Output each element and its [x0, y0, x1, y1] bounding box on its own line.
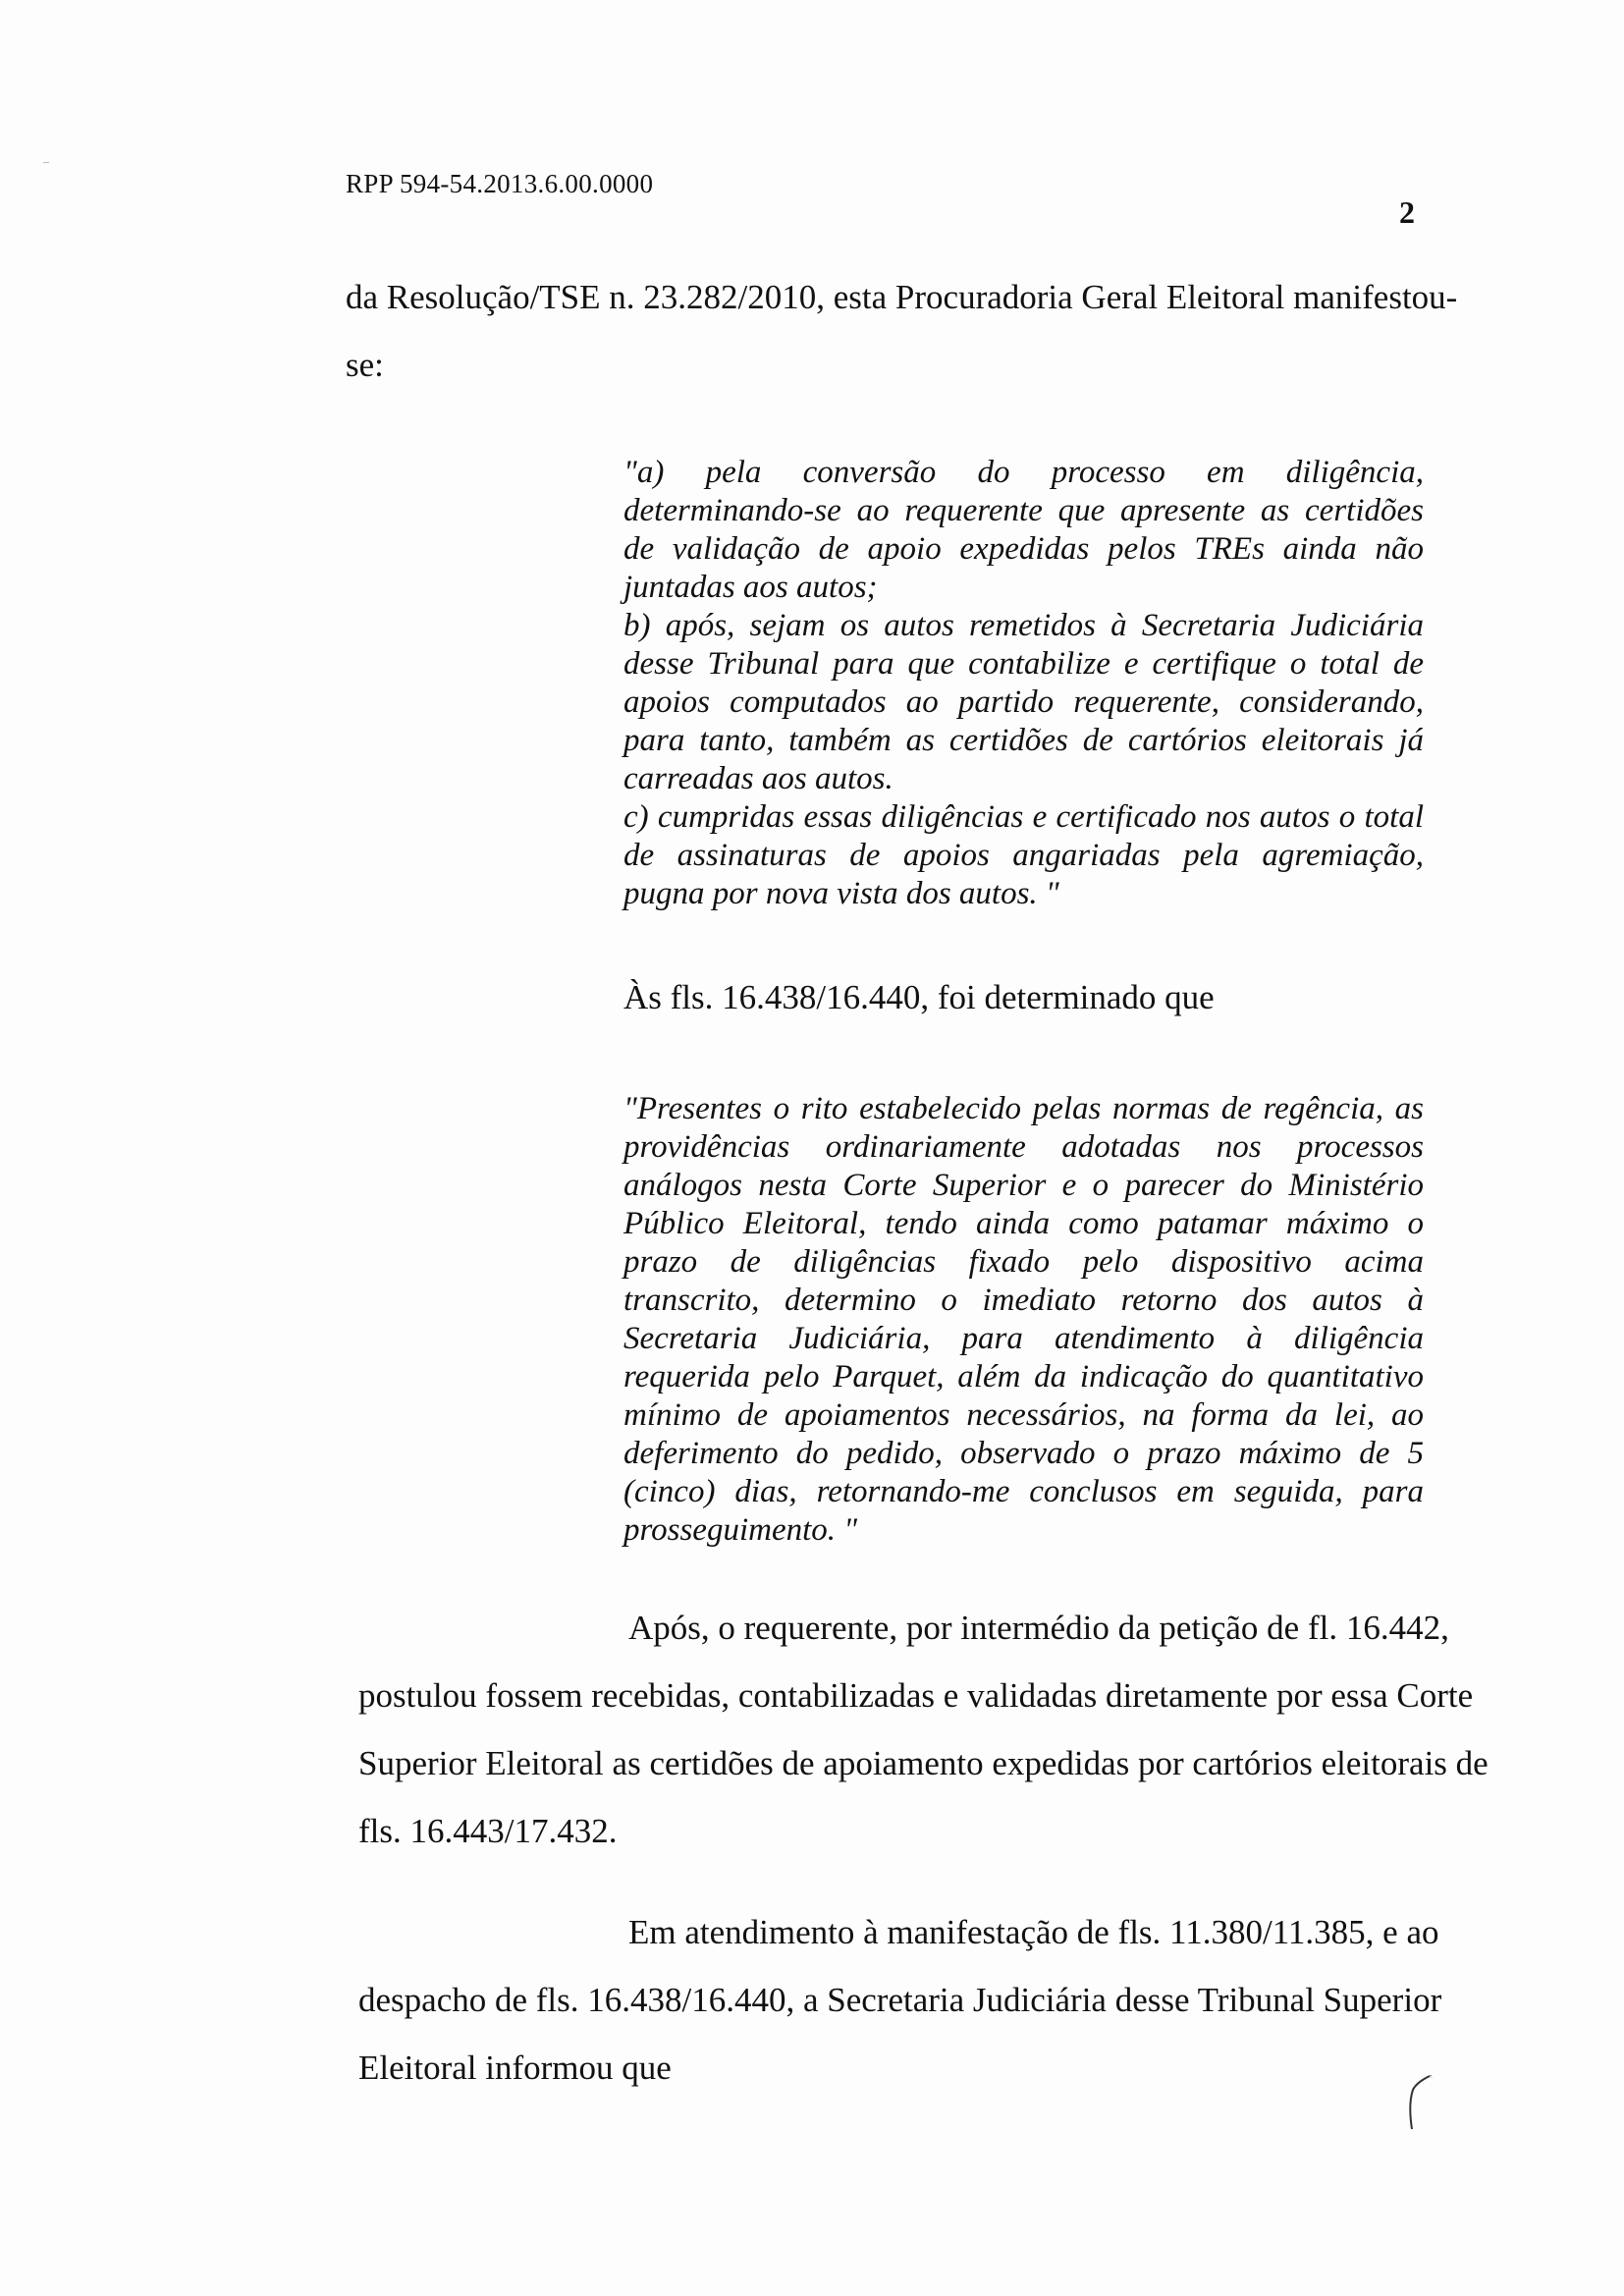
quote-line: providências ordinariamente adotadas nos processos — [623, 1129, 1424, 1165]
quote-line: determinando-se ao requerente que apresente as certidões — [623, 493, 1424, 528]
quote-line: transcrito, determino o imediato retorno dos autos à — [623, 1283, 1424, 1318]
quote-line: Público Eleitoral, tendo ainda como patamar máximo o — [623, 1206, 1424, 1241]
quote-line: "Presentes o rito estabelecido pelas normas de regência, as — [623, 1091, 1424, 1126]
quote-line: requerida pelo Parquet, além da indicação do quantitativo — [623, 1359, 1424, 1394]
intro-paragraph — [346, 278, 1458, 384]
handwritten-initial-mark — [1404, 2072, 1434, 2131]
text-line: da Resolução/TSE n. 23.282/2010, esta Procuradoria Geral Eleitoral manifestou- — [346, 278, 1458, 316]
quote-line: prazo de diligências fixado pelo dispositivo acima — [623, 1244, 1424, 1280]
text-line: Superior Eleitoral as certidões de apoiamento expedidas por cartórios eleitorais de — [358, 1744, 1489, 1782]
text-line: se: — [346, 346, 384, 384]
quote-line: Secretaria Judiciária, para atendimento à diligência — [623, 1321, 1424, 1356]
quote-line: c) cumpridas essas diligências e certificado nos autos o total — [623, 799, 1424, 835]
quote-block-pgr — [623, 454, 1424, 913]
text-line: fls. 16.443/17.432. — [358, 1812, 618, 1850]
text-line: Eleitoral informou que — [358, 2049, 672, 2087]
quote-line: análogos nesta Corte Superior e o parecer do Ministério — [623, 1168, 1424, 1203]
quote-line: pugna por nova vista dos autos. " — [623, 876, 1059, 911]
quote-block-decision — [623, 1090, 1424, 1550]
text-line: Após, o requerente, por intermédio da petição de fl. 16.442, — [628, 1609, 1449, 1647]
quote-line: de validação de apoio expedidas pelos TREs ainda não — [623, 531, 1424, 567]
quote-line: carreadas aos autos. — [623, 761, 893, 796]
quote-line: apoios computados ao partido requerente, considerando, — [623, 684, 1424, 720]
text-line: postulou fossem recebidas, contabilizadas e validadas diretamente por essa Corte — [358, 1676, 1474, 1715]
text-line: despacho de fls. 16.438/16.440, a Secretaria Judiciária desse Tribunal Superior — [358, 1981, 1442, 2019]
quote-line: de assinaturas de apoios angariadas pela agremiação, — [623, 838, 1424, 873]
determination-paragraph — [623, 980, 1424, 1014]
quote-line: para tanto, também as certidões de cartórios eleitorais já — [623, 723, 1424, 758]
text-line: Em atendimento à manifestação de fls. 11.380/11.385, e ao — [628, 1913, 1439, 1951]
request-paragraph — [358, 1609, 1489, 1850]
quote-line: prosseguimento. " — [623, 1512, 858, 1548]
attendance-paragraph — [358, 1913, 1442, 2087]
quote-line: b) após, sejam os autos remetidos à Secretaria Judiciária — [623, 608, 1424, 643]
quote-line: juntadas aos autos; — [623, 570, 878, 605]
quote-line: mínimo de apoiamentos necessários, na forma da lei, ao — [623, 1397, 1424, 1433]
quote-line: (cinco) dias, retornando-me conclusos em seguida, para — [623, 1474, 1424, 1509]
page-number: 2 — [1399, 194, 1415, 230]
scan-speck — [43, 162, 49, 163]
process-reference: RPP 594-54.2013.6.00.0000 — [346, 169, 654, 198]
quote-line: "a) pela conversão do processo em diligência, — [623, 455, 1424, 490]
quote-line: desse Tribunal para que contabilize e certifique o total de — [623, 646, 1424, 682]
quote-line: deferimento do pedido, observado o prazo máximo de 5 — [623, 1436, 1424, 1471]
text-line: Às fls. 16.438/16.440, foi determinado que — [623, 978, 1215, 1016]
